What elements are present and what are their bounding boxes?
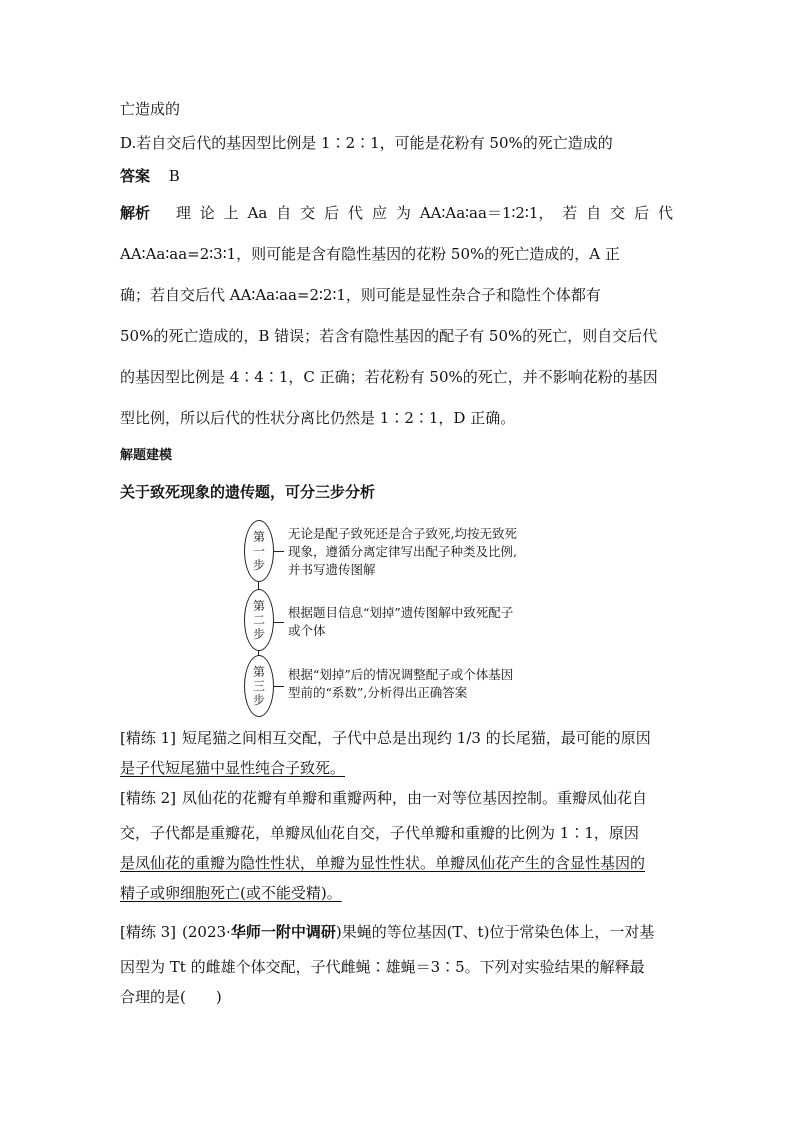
- practice-1-answer: 是子代短尾猫中显性纯合子致死。: [120, 759, 346, 777]
- analysis-word: 代: [657, 204, 673, 222]
- step-1-oval: 第 一 步: [244, 520, 274, 582]
- practice-3-line-3: 合理的是( ): [120, 988, 222, 1006]
- step-3-line-2: 型前的“系数”,分析得出正确答案: [288, 685, 468, 700]
- practice-3-line-1: [精练 3] (2023·华师一附中调研)果蝇的等位基因(T、t)位于常染色体上，一对基: [120, 923, 655, 941]
- step-2-dash: [274, 622, 284, 623]
- analysis-word: 自: [276, 204, 292, 222]
- analysis-word: 交: [610, 204, 626, 222]
- step-2-oval: 第 二 步: [244, 589, 274, 651]
- analysis-word: 自: [586, 204, 602, 222]
- answer-line: [120, 166, 180, 186]
- practice-3-tag: [精练 3]: [120, 923, 177, 941]
- analysis-line-3: 确；若自交后代 AA∶Aa∶aa=2∶2∶1，则可能是显性杂合子和隐性个体都有: [120, 286, 601, 304]
- practice-3-line-2: 因型为 Tt 的雌雄个体交配，子代雌蝇∶雄蝇＝3∶5。下列对实验结果的解释最: [120, 958, 645, 976]
- analysis-word: 后: [634, 204, 650, 222]
- step-1-line-1: 无论是配子致死还是合子致死,均按无致死: [288, 526, 517, 541]
- model-heading: 解题建模: [120, 448, 173, 463]
- analysis-word: 后: [324, 204, 340, 222]
- step-2-line-2: 或个体: [288, 623, 326, 638]
- step-1: [244, 520, 574, 584]
- practice-1-tag: [精练 1]: [120, 729, 177, 747]
- analysis-word: 为: [395, 204, 411, 222]
- step-3-line-1: 根据“划掉”后的情况调整配子或个体基因: [288, 667, 514, 682]
- practice-2-tag: [精练 2]: [120, 789, 177, 807]
- step-3-dash: [274, 686, 284, 687]
- step-3-oval: 第 三 步: [244, 655, 274, 717]
- analysis-line-6: 型比例，所以后代的性状分离比仍然是 1∶2∶1，D 正确。: [120, 409, 516, 427]
- step-1-line-3: 并书写遗传图解: [288, 562, 376, 577]
- practice-3-source: 华师一附中调研: [230, 923, 336, 941]
- step-2-line-1: 根据题目信息“划掉”遗传图解中致死配子: [288, 605, 514, 620]
- option-d: D.若自交后代的基因型比例是 1∶2∶1，可能是花粉有 50%的死亡造成的: [120, 134, 613, 152]
- analysis-line-5: 的基因型比例是 4∶4∶1，C 正确；若花粉有 50%的死亡，并不影响花粉的基因: [120, 368, 658, 386]
- analysis-word: Aa: [247, 204, 268, 222]
- practice-2-text: 凤仙花的花瓣有单瓣和重瓣两种，由一对等位基因控制。重瓣凤仙花自: [182, 789, 648, 807]
- step-1-dash: [274, 551, 284, 552]
- answer-value: B: [168, 167, 180, 185]
- practice-2-answer-1: 是凤仙花的重瓣为隐性性状，单瓣为显性性状。单瓣凤仙花产生的含显性基因的: [120, 854, 646, 872]
- analysis-label: 解析: [120, 204, 151, 222]
- analysis-word: 应: [371, 204, 387, 222]
- step-3: [244, 655, 574, 719]
- option-c-continuation: 亡造成的: [120, 100, 181, 118]
- analysis-word: 交: [300, 204, 316, 222]
- analysis-word: 代: [348, 204, 364, 222]
- step-1-line-2: 现象，遵循分离定律写出配子种类及比例,: [288, 544, 517, 559]
- practice-1-text: 短尾猫之间相互交配，子代中总是出现约 1/3 的长尾猫，最可能的原因: [182, 729, 651, 747]
- answer-label: 答案: [120, 167, 151, 185]
- analysis-word: AA∶Aa∶aa＝1∶2∶1，: [419, 204, 554, 222]
- analysis-word: 若: [562, 204, 578, 222]
- practice-2-answer-2: 精子或卵细胞死亡(或不能受精)。: [120, 884, 342, 902]
- analysis-line-4: 50%的死亡造成的，B 错误；若含有隐性基因的配子有 50%的死亡，则自交后代: [120, 327, 658, 345]
- analysis-word: 上: [223, 204, 239, 222]
- analysis-line-2: AA∶Aa∶aa=2∶3∶1，则可能是含有隐性基因的花粉 50%的死亡造成的，A 正: [120, 245, 620, 263]
- analysis-line-1: [120, 203, 673, 223]
- analysis-word: 论: [199, 204, 215, 222]
- practice-1-line-1: [120, 728, 651, 748]
- model-subheading: 关于致死现象的遗传题，可分三步分析: [120, 483, 376, 501]
- practice-2-line-2: 交，子代都是重瓣花，单瓣凤仙花自交，子代单瓣和重瓣的比例为 1∶1，原因: [120, 824, 639, 842]
- analysis-word: 理: [175, 204, 191, 222]
- practice-2-line-1: [120, 788, 647, 808]
- step-2: [244, 589, 574, 653]
